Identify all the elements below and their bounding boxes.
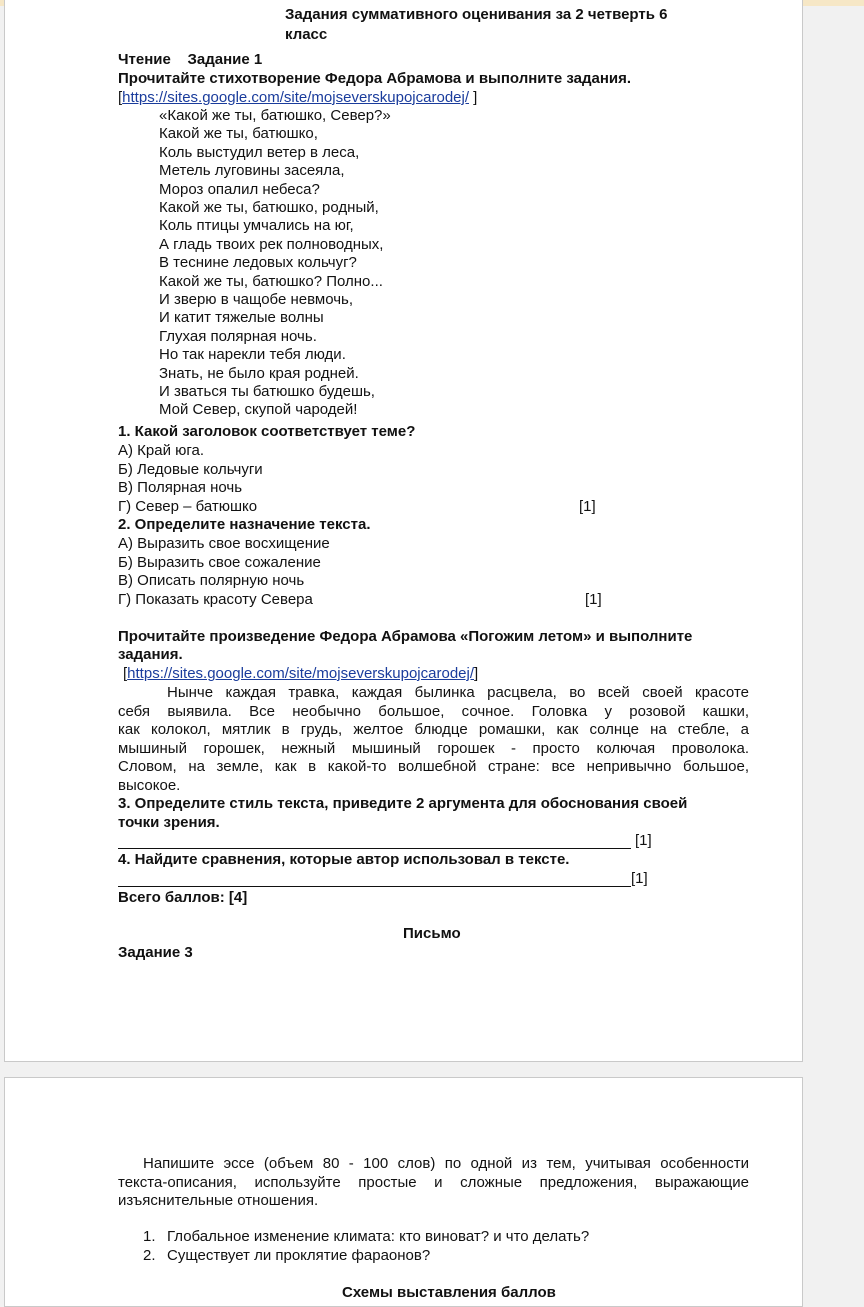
q3-question-line2: точки зрения. <box>118 814 220 831</box>
q1-option: Г) Север – батюшко <box>118 497 258 515</box>
link1-wrapper: [https://sites.google.com/site/mojseverskupojcarodej/ ] <box>118 89 478 106</box>
poem-line: И зверю в чащобе невмочь, <box>159 291 354 308</box>
poem-line: А гладь твоих рек полноводных, <box>159 235 384 253</box>
poem-line: «Какой же ты, батюшко, Север?» <box>159 107 391 124</box>
q1-option: Б) Ледовые кольчуги <box>118 460 263 478</box>
prose-line: себя выявила. Все необычно большое, сочное. Головка у розовой кашки, <box>118 702 749 720</box>
poem-line: Глухая полярная ночь. <box>159 327 317 345</box>
link-1[interactable]: https://sites.google.com/site/mojseverskupojcarodej/ <box>122 89 470 106</box>
q1-option: А) Край юга. <box>118 442 205 459</box>
q4-question: 4. Найдите сравнения, которые автор использовал в тексте. <box>118 851 570 868</box>
topic-text: Глобальное изменение климата: кто виноват? и что делать? <box>167 1228 590 1245</box>
essay-line: изъяснительные отношения. <box>118 1192 319 1209</box>
topic-number: 2. <box>143 1247 156 1264</box>
poem-line: Метель луговины засеяла, <box>159 162 345 180</box>
prose-line: Словом, на земле, как в какой-то волшебной стране: все непривычно большое, <box>118 758 749 775</box>
poem-line: Мороз опалил небеса? <box>159 180 320 198</box>
reading-heading: Чтение Задание 1 <box>118 51 263 68</box>
q1-question: 1. Какой заголовок соответствует теме? <box>118 423 416 440</box>
poem-line: Знать, не было края родней. <box>159 364 359 382</box>
prose-line: Нынче каждая травка, каждая былинка расцвела, во всей своей красоте <box>167 684 749 701</box>
link-2[interactable]: https://sites.google.com/site/mojseverskupojcarodej/ <box>127 665 475 682</box>
essay-line: Напишите эссе (объем 80 - 100 слов) по одной из тем, учитывая особенности <box>143 1155 749 1172</box>
q3-question-line1: 3. Определите стиль текста, приведите 2 аргумента для обоснования своей <box>118 795 688 812</box>
q3-answer-line <box>118 848 631 849</box>
writing-heading: Письмо <box>403 925 461 942</box>
doc-title-line2: класс <box>285 26 328 43</box>
poem-line: И катит тяжелые волны <box>159 309 324 327</box>
cut-heading: Схемы выставления баллов <box>342 1284 556 1301</box>
poem-line: И зваться ты батюшко будешь, <box>159 383 375 400</box>
poem-line: Но так нарекли тебя люди. <box>159 346 346 364</box>
q3-score: [1] <box>635 832 652 849</box>
prose-line: высокое. <box>118 776 181 794</box>
poem-line: Мой Север, скупой чародей! <box>159 401 358 419</box>
q2-option: А) Выразить свое восхищение <box>118 535 330 552</box>
total-score: Всего баллов: [4] <box>118 889 248 906</box>
q1-score: [1] <box>579 498 596 515</box>
document-page-1 <box>4 0 803 1062</box>
task1-instruction: Прочитайте стихотворение Федора Абрамова и выполните задания. <box>118 70 632 87</box>
prose-line: как колокол, мятлик в грудь, желтое блюдце ромашки, как солнце на стебле, а <box>118 721 749 738</box>
poem-line: Какой же ты, батюшко, родный, <box>159 199 379 216</box>
q4-score: [1] <box>631 870 648 887</box>
poem-line: Коль выстудил ветер в леса, <box>159 143 360 161</box>
q1-option: В) Полярная ночь <box>118 479 243 497</box>
essay-line: текста-описания, используйте простые и сложные предложения, выражающие <box>118 1173 749 1191</box>
task3-heading: Задание 3 <box>118 944 193 961</box>
poem-line: Какой же ты, батюшко? Полно... <box>159 272 383 290</box>
prose-line: мышиный горошек, нежный мышиный горошек - просто колючая проволока. <box>118 739 749 757</box>
document-page-2 <box>4 1077 803 1307</box>
task2-instruction-line1: Прочитайте произведение Федора Абрамова «Погожим летом» и выполните <box>118 628 693 645</box>
q2-option: В) Описать полярную ночь <box>118 572 305 590</box>
poem-line: Коль птицы умчались на юг, <box>159 217 354 235</box>
q2-score: [1] <box>585 591 602 608</box>
q4-answer-line <box>118 886 631 887</box>
q2-question: 2. Определите назначение текста. <box>118 516 371 533</box>
q2-option: Б) Выразить свое сожаление <box>118 553 321 571</box>
doc-title-line1: Задания суммативного оценивания за 2 четверть 6 <box>285 6 668 23</box>
link2-wrapper: [https://sites.google.com/site/mojseverskupojcarodej/] <box>123 665 479 682</box>
q2-option: Г) Показать красоту Севера <box>118 590 313 608</box>
task2-instruction-line2: задания. <box>118 646 183 663</box>
poem-line: Какой же ты, батюшко, <box>159 125 318 143</box>
topic-text: Существует ли проклятие фараонов? <box>167 1247 431 1264</box>
poem-line: В теснине ледовых кольчуг? <box>159 254 357 272</box>
topic-number: 1. <box>143 1228 156 1245</box>
